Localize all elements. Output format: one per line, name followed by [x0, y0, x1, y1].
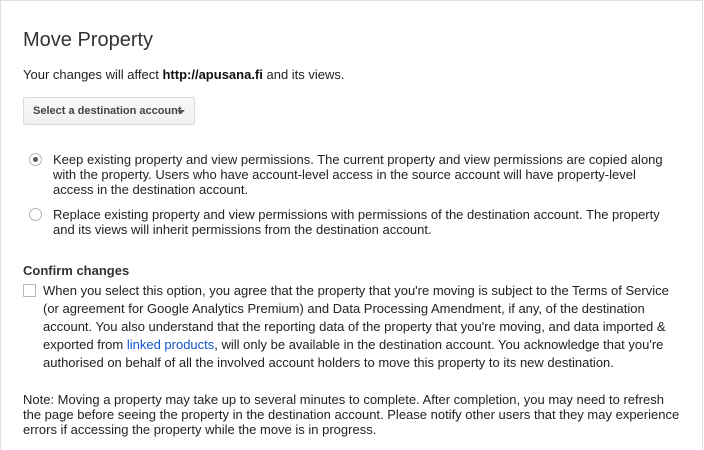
confirm-text-before-link: When you select this option, you agree that the property that you're moving is subject to the Terms of Service (or agreement for Google Analytics Premium) and Data Processing Amendment, if any, of the destination account. You also understand that the reporting data of the property that you're moving, and data imported & exported from — [43, 283, 669, 352]
radio-keep-permissions[interactable] — [29, 153, 42, 166]
confirm-changes-checkbox[interactable] — [23, 284, 36, 297]
affected-property-text — [23, 66, 345, 83]
permission-option-replace-label: Replace existing property and view permissions with permissions of the destination account. The property and its views will inherit permissions from the destination account. — [53, 207, 660, 237]
confirm-changes-heading: Confirm changes — [23, 263, 130, 278]
destination-account-dropdown-label: Select a destination account — [33, 105, 182, 117]
chevron-down-icon — [177, 110, 185, 114]
confirm-text-after-link: , will only be available in the destination account. You acknowledge that you're authorised on behalf of all the involved account holders to move this property to its new destination. — [43, 337, 664, 370]
linked-products-link[interactable]: linked products — [126, 337, 215, 352]
affected-property-name: http://apusana.fi — [162, 67, 263, 82]
permission-option-keep-label: Keep existing property and view permissions. The current property and view permissions are copied along with the property. Users who have account-level access in the source account will have property-level access in the destination account. — [53, 152, 663, 197]
radio-replace-permissions[interactable] — [29, 208, 42, 221]
page-title: Move Property — [23, 29, 154, 51]
destination-account-dropdown[interactable] — [23, 97, 195, 125]
confirm-changes-text — [43, 282, 673, 372]
affects-prefix: Your changes will affect — [23, 67, 163, 82]
move-note: Note: Moving a property may take up to several minutes to complete. After completion, you may need to refresh the page before seeing the property in the destination account. Please notify other users that they may experience errors if accessing the property while the move is in progress. — [23, 392, 680, 437]
affects-suffix: and its views. — [262, 67, 345, 82]
